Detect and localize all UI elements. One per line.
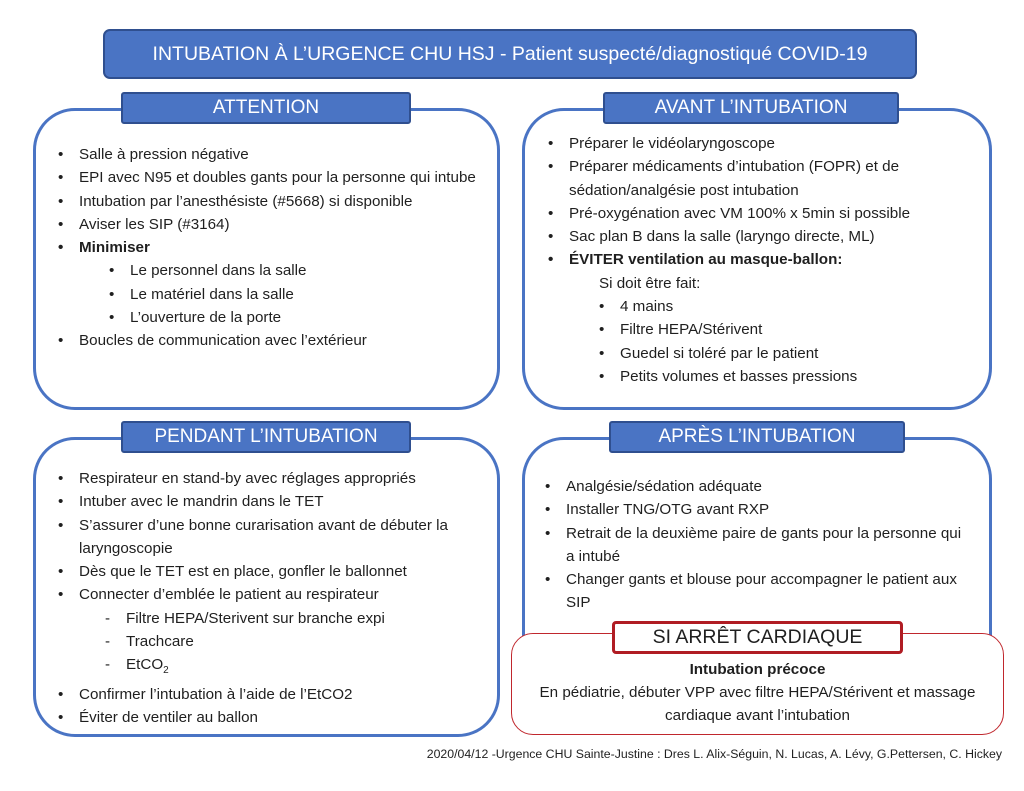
- connecter-label: Connecter d’emblée le patient au respirateur: [79, 586, 379, 604]
- sub-list-item: - Trachcare: [105, 630, 483, 653]
- sub-list-item: • Le matériel dans la salle: [109, 283, 478, 306]
- eviter-sublist: [599, 295, 973, 388]
- etco2-text: EtCO: [126, 656, 164, 674]
- apres-list: [545, 475, 970, 615]
- arret-line2: En pédiatrie, débuter VPP avec filtre HEPA/Stérivent et massage cardiaque avant l’intubation: [539, 684, 976, 724]
- list-item: • Pré-oxygénation avec VM 100% x 5min si possible: [548, 202, 973, 225]
- list-item: • S’assurer d’une bonne curarisation avant de débuter la laryngoscopie: [58, 514, 483, 561]
- list-item: • Confirmer l’intubation à l’aide de l’EtCO2: [58, 683, 483, 706]
- attention-header: ATTENTION: [121, 92, 411, 124]
- list-item: • Respirateur en stand-by avec réglages appropriés: [58, 467, 483, 490]
- list-item: • EPI avec N95 et doubles gants pour la personne qui intube: [58, 166, 478, 189]
- eviter-label: ÉVITER ventilation au masque-ballon:: [569, 251, 843, 269]
- avant-list: [548, 132, 973, 388]
- avant-header: AVANT L’INTUBATION: [603, 92, 899, 124]
- list-item-eviter: [548, 248, 973, 388]
- list-item: • Aviser les SIP (#3164): [58, 213, 478, 236]
- list-item: • Intubation par l’anesthésiste (#5668) si disponible: [58, 190, 478, 213]
- connecter-sublist: [105, 607, 483, 683]
- arret-line1: Intubation précoce: [689, 661, 826, 678]
- list-item: • Salle à pression négative: [58, 143, 478, 166]
- minimiser-sublist: [109, 259, 478, 329]
- etco2-subscript: 2: [163, 665, 169, 677]
- list-item: • Préparer le vidéolaryngoscope: [548, 132, 973, 155]
- list-item: • Préparer médicaments d’intubation (FOPR) et de sédation/analgésie post intubation: [548, 155, 973, 202]
- pendant-list: [58, 467, 483, 729]
- sub-list-item: • 4 mains: [599, 295, 973, 318]
- list-item-connecter: [58, 583, 483, 682]
- arret-text: [515, 658, 1000, 727]
- list-item: • Boucles de communication avec l’extérieur: [58, 329, 478, 352]
- list-item: • Dès que le TET est en place, gonfler le ballonnet: [58, 560, 483, 583]
- arret-header: SI ARRÊT CARDIAQUE: [612, 621, 903, 654]
- list-item: • Analgésie/sédation adéquate: [545, 475, 970, 498]
- sub-list-item: - Filtre HEPA/Sterivent sur branche expi: [105, 607, 483, 630]
- sub-list-item: • Petits volumes et basses pressions: [599, 365, 973, 388]
- sub-list-item: • Le personnel dans la salle: [109, 259, 478, 282]
- sub-list-item-etco2: [105, 653, 483, 682]
- list-item: • Éviter de ventiler au ballon: [58, 706, 483, 729]
- list-item-minimiser: [58, 236, 478, 329]
- sub-list-item: • L’ouverture de la porte: [109, 306, 478, 329]
- list-item: • Changer gants et blouse pour accompagner le patient aux SIP: [545, 568, 970, 615]
- attention-list: [58, 143, 478, 353]
- minimiser-label: Minimiser: [79, 239, 150, 257]
- sub-list-item: • Filtre HEPA/Stérivent: [599, 318, 973, 341]
- pendant-header: PENDANT L’INTUBATION: [121, 421, 411, 453]
- list-item: • Intuber avec le mandrin dans le TET: [58, 490, 483, 513]
- sub-list-item: • Guedel si toléré par le patient: [599, 342, 973, 365]
- eviter-intro: Si doit être fait:: [599, 274, 701, 292]
- list-item: • Installer TNG/OTG avant RXP: [545, 498, 970, 521]
- apres-header: APRÈS L’INTUBATION: [609, 421, 905, 453]
- list-item: • Retrait de la deuxième paire de gants pour la personne qui a intubé: [545, 522, 970, 569]
- list-item: • Sac plan B dans la salle (laryngo directe, ML): [548, 225, 973, 248]
- page-title: INTUBATION À L’URGENCE CHU HSJ - Patient suspecté/diagnostiqué COVID-19: [103, 29, 917, 79]
- footer-credits: 2020/04/12 -Urgence CHU Sainte-Justine : Dres L. Alix-Séguin, N. Lucas, A. Lévy, G.Pettersen, C. Hickey: [426, 747, 1002, 761]
